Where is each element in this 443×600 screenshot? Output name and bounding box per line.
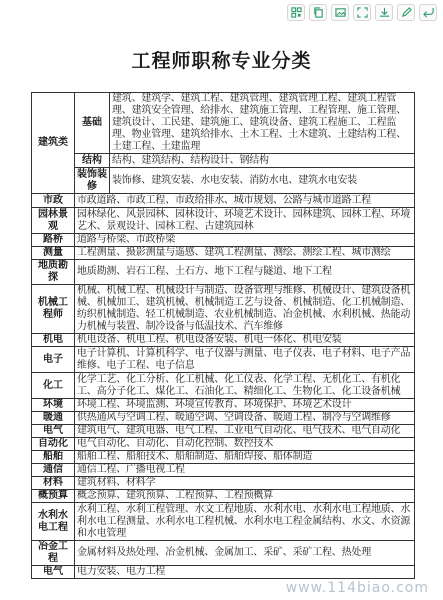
category-items: 建筑、建筑学、建筑工程、建筑管理、建筑管理工程、建筑工程管理、建筑安全管理、给排水、建筑施工管理、工程管理、施工管理、建筑设计、工民建、建筑施工、建筑设备、建筑工程施工、工程监理、物业管理、建筑给排水、土木工程、土木建筑、土建结构工程、土建工程、土建监理	[110, 93, 415, 154]
table-row	[32, 285, 415, 334]
category-name: 水利水电工程	[32, 503, 75, 541]
image-icon	[335, 7, 346, 18]
category-items: 概念预算、建筑预算、工程预算、工程预概算	[75, 490, 415, 503]
table-row	[32, 154, 415, 168]
category-items: 水利工程、水利工程管理、水文工程地质、水利水电、水利水电工程地质、水利水电工程测量、水利水电工程机械、水利水电工程金属结构、水文、水资源和水电管理	[75, 503, 415, 541]
expand-icon	[357, 7, 368, 18]
table-row	[32, 566, 415, 579]
category-items: 电力安装、电力工程	[75, 566, 415, 579]
category-items: 道路与桥梁、市政桥梁	[75, 234, 415, 247]
category-name: 通信	[32, 464, 75, 477]
table-row	[32, 194, 415, 208]
category-table	[31, 92, 415, 579]
table-row	[32, 247, 415, 260]
download-button[interactable]	[375, 4, 393, 21]
category-name: 市政	[32, 194, 75, 208]
copy-button[interactable]	[309, 4, 327, 21]
category-items: 市政道路、市政工程、市政给排水、城市规划、公路与城市道路工程	[75, 194, 415, 208]
category-items: 通信工程、广播电视工程	[75, 464, 415, 477]
table-row	[32, 412, 415, 425]
category-items: 工程测量、摄影测量与遥感、建筑工程测量、测绘、测绘工程、城市测绘	[75, 247, 415, 260]
category-items: 供热通风与空调工程、暖通空调、空调设备、暖通工程、制冷与空调维修	[75, 412, 415, 425]
category-items: 金属材料及热处理、冶金机械、金属加工、采矿、采矿工程、热处理	[75, 541, 415, 566]
table-row	[32, 208, 415, 234]
edit-icon	[401, 7, 412, 18]
category-items: 环境工程、环境监测、环境宣传教育、环境保护、环境艺术设计	[75, 399, 415, 412]
category-name: 园林景观	[32, 208, 75, 234]
table-row	[32, 168, 415, 194]
category-name: 路桥	[32, 234, 75, 247]
category-name: 机械工程师	[32, 285, 75, 334]
subcategory-name: 装饰装修	[75, 168, 110, 194]
category-name: 机电	[32, 334, 75, 347]
share-button[interactable]	[419, 4, 437, 21]
share-icon	[423, 7, 434, 18]
table-row	[32, 425, 415, 438]
category-name: 电气	[32, 566, 75, 579]
table-row	[32, 260, 415, 285]
category-name: 地质勘探	[32, 260, 75, 285]
subcategory-name: 结构	[75, 154, 110, 168]
download-icon	[379, 7, 390, 18]
category-name: 环境	[32, 399, 75, 412]
category-name: 暖通	[32, 412, 75, 425]
category-name: 测量	[32, 247, 75, 260]
category-name: 船舶	[32, 451, 75, 464]
table-row	[32, 451, 415, 464]
table-row	[32, 234, 415, 247]
category-items: 园林绿化、风景园林、园林设计、环境艺术设计、园林建筑、园林工程、环境艺术、景观设计、园林工程、古建筑园林	[75, 208, 415, 234]
category-items: 机械、机械工程、机械设计与制造、设备管理与维修、机械设计、建筑设备机械、机械加工、建筑机械、机械制造工艺与设备、机械制造、化工机械制造、纺织机械制造、轻工机械制造、农业机械制造、冶金机械、水利机械、热能动力机械与装置、制冷设备与低温技术、汽车维修	[75, 285, 415, 334]
table-row	[32, 503, 415, 541]
table-row	[32, 464, 415, 477]
category-items: 装饰修、建筑安装、水电安装、消防水电、建筑水电安装	[110, 168, 415, 194]
table-row	[32, 477, 415, 490]
copy-icon	[313, 7, 324, 18]
category-items: 电气自动化、自动化、自动化控制、数控技术	[75, 438, 415, 451]
table-row	[32, 399, 415, 412]
category-items: 结构、建筑结构、结构设计、钢结构	[110, 154, 415, 168]
image-button[interactable]	[331, 4, 349, 21]
qr-code-icon	[291, 7, 302, 18]
expand-button[interactable]	[353, 4, 371, 21]
category-name: 建筑类	[32, 93, 75, 194]
table-row	[32, 541, 415, 566]
subcategory-name: 基础	[75, 93, 110, 154]
category-items: 机电设备、机电工程、机电设备安装、机电一体化、机电安装	[75, 334, 415, 347]
watermark: www.114biao.com	[285, 580, 429, 596]
category-name: 电子	[32, 347, 75, 373]
table-row	[32, 93, 415, 154]
category-items: 化学工艺、化工分析、化工机械、化工仪表、化学工程、无机化工、有机化工、高分子化工、煤化工、石油化工、精细化工、生物化工、化工设备机械	[75, 373, 415, 399]
category-items: 船舶工程、船舶技术、船舶制造、船舶焊接、船体制造	[75, 451, 415, 464]
qr-code-button[interactable]	[287, 4, 305, 21]
table-row	[32, 438, 415, 451]
category-items: 建筑材料、材料学	[75, 477, 415, 490]
category-name: 概预算	[32, 490, 75, 503]
category-name: 电气	[32, 425, 75, 438]
category-name: 冶金工程	[32, 541, 75, 566]
table-row	[32, 373, 415, 399]
table-row	[32, 490, 415, 503]
table-row	[32, 347, 415, 373]
toolbar	[287, 4, 437, 21]
category-name: 自动化	[32, 438, 75, 451]
category-name: 化工	[32, 373, 75, 399]
category-items: 建筑电气、建筑电器、电气工程、工业电气自动化、电气技术、电气自动化	[75, 425, 415, 438]
category-items: 地质勘测、岩石工程、土石方、地下工程与隧道、地下工程	[75, 260, 415, 285]
category-items: 电子计算机、计算机科学、电子仪器与测量、电子仪表、电子材料、电子产品维修、电子工程、电子信息	[75, 347, 415, 373]
table-row	[32, 334, 415, 347]
category-name: 材料	[32, 477, 75, 490]
edit-button[interactable]	[397, 4, 415, 21]
page-title: 工程师职称专业分类	[131, 51, 312, 72]
